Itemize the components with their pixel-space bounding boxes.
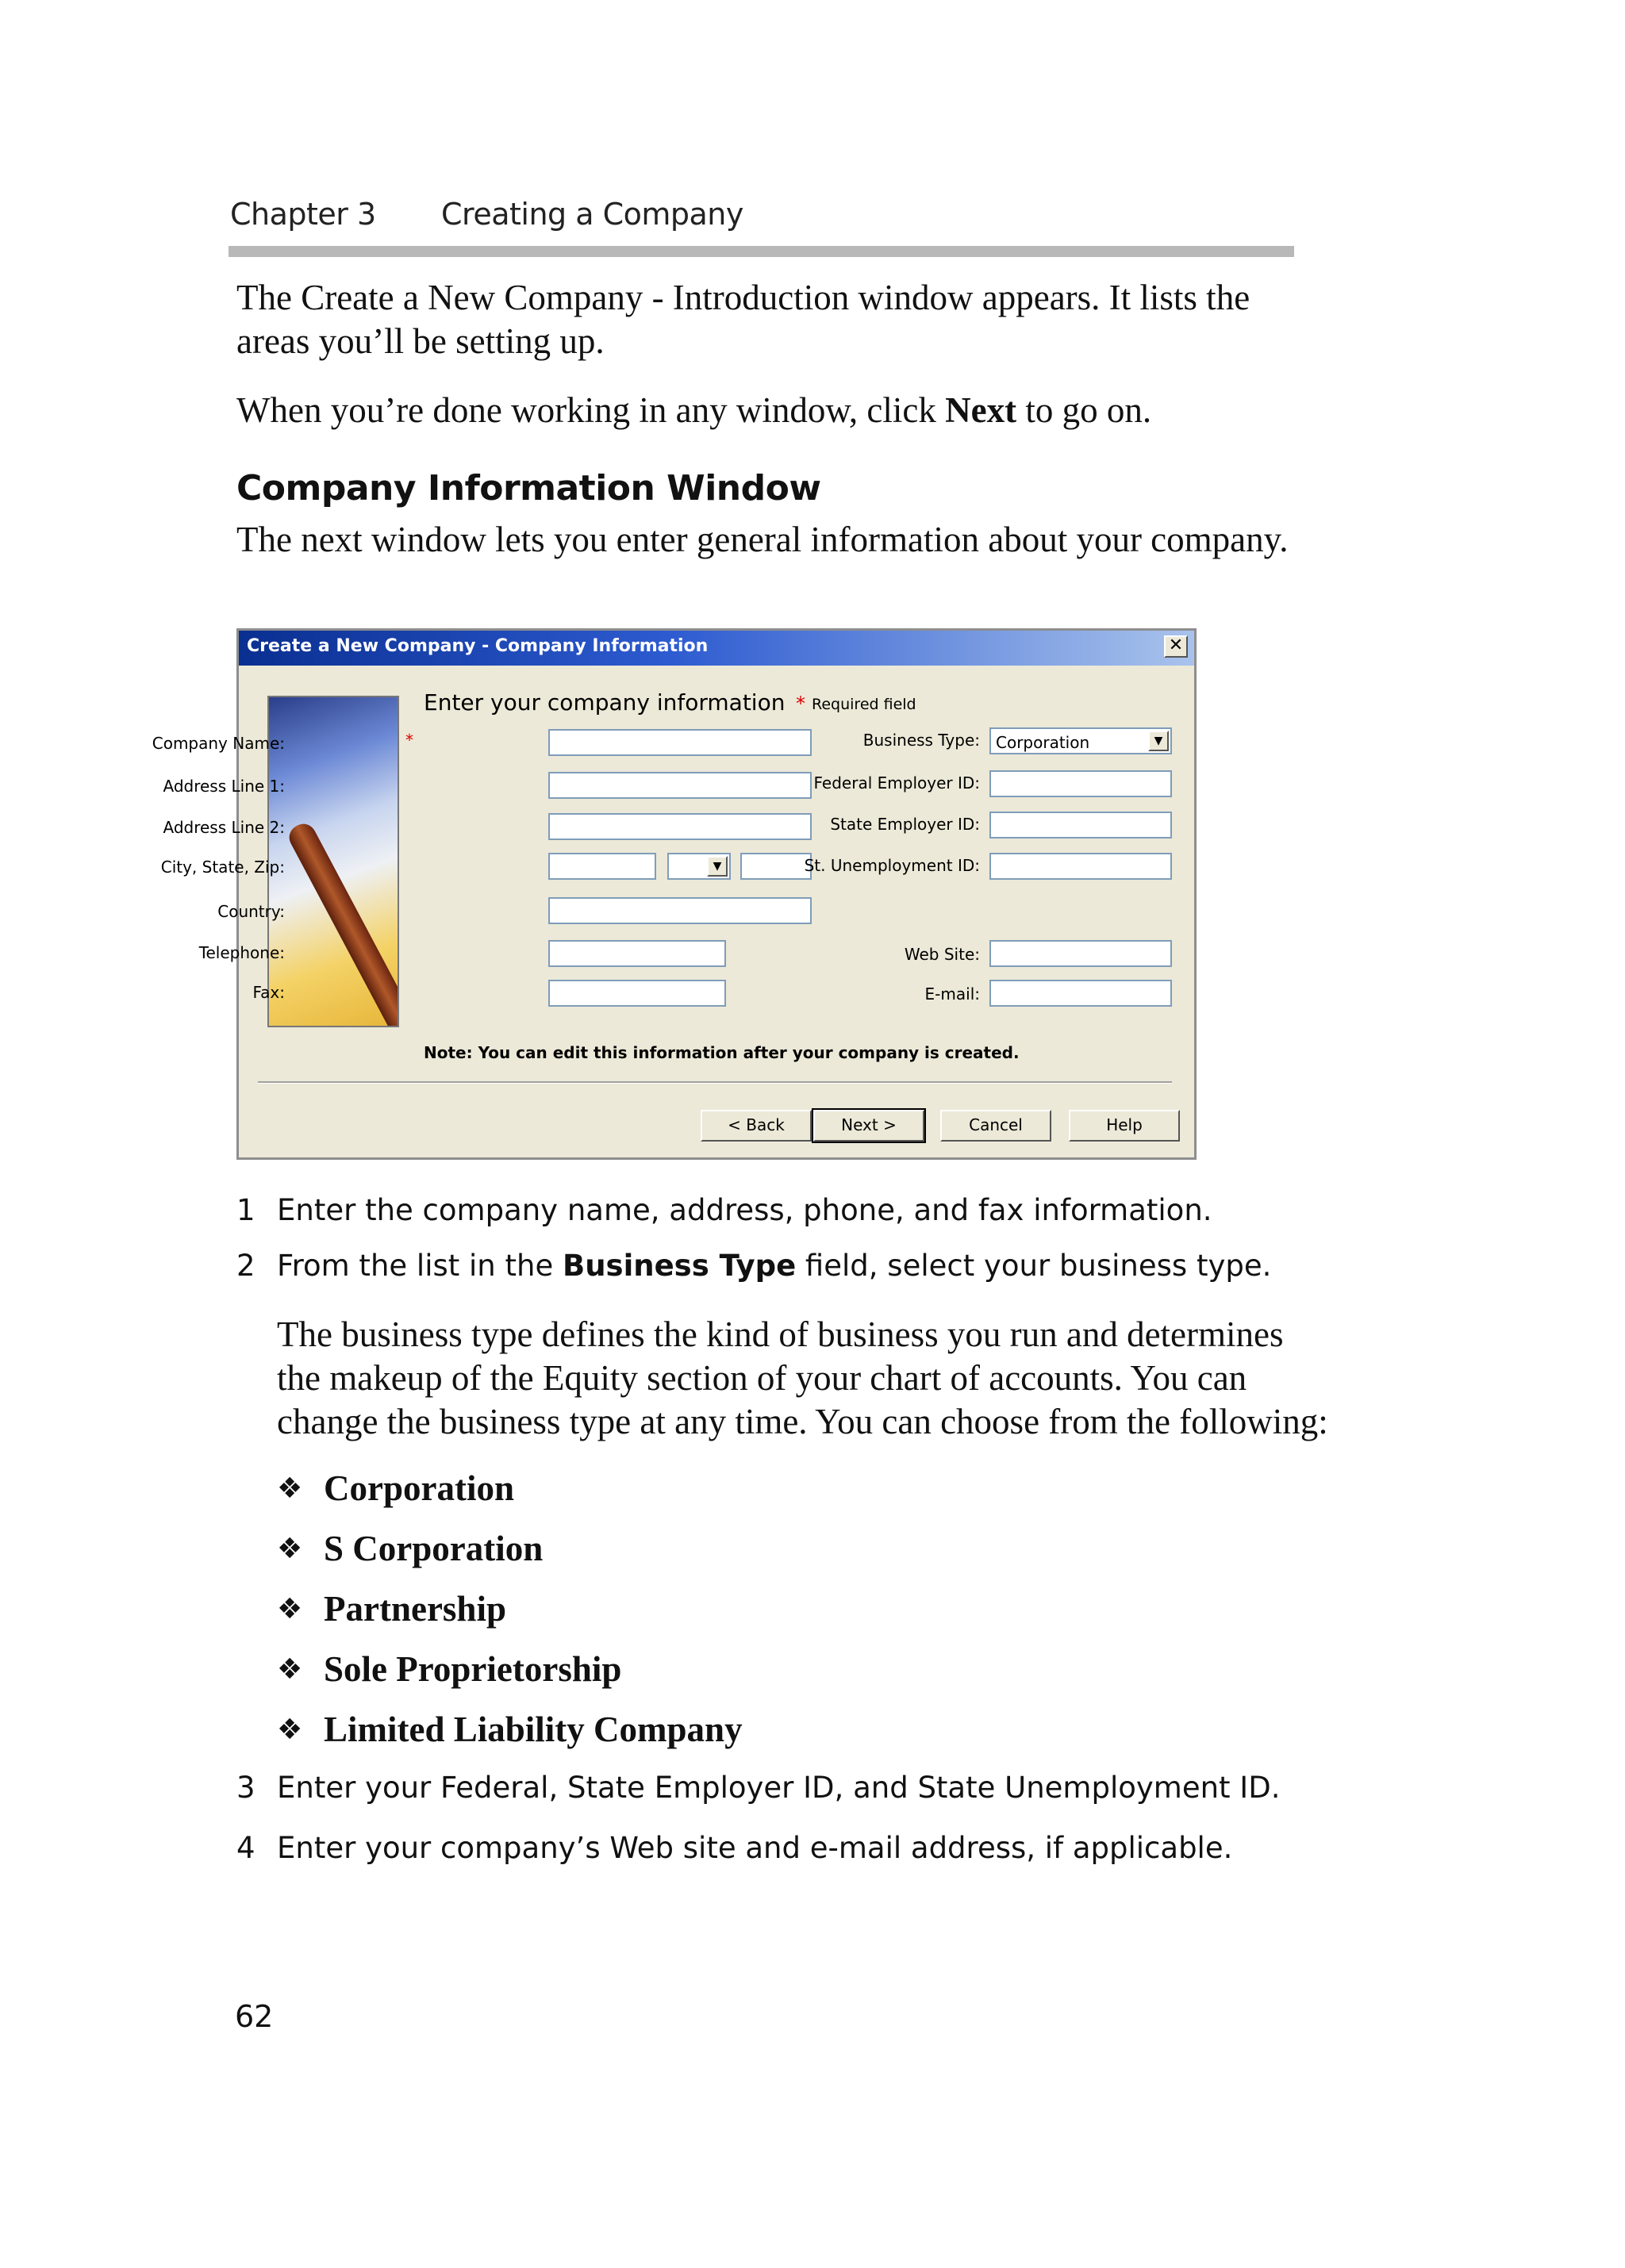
chevron-down-icon: ▼ <box>707 856 728 877</box>
step-1-text: Enter the company name, address, phone, and fax information. <box>277 1193 1212 1227</box>
business-type-option: Sole Proprietorship <box>324 1649 622 1689</box>
country-field[interactable] <box>548 897 812 924</box>
step-text: From the list in the <box>277 1249 563 1283</box>
business-type-paragraph-line: The business type defines the kind of business you run and determines <box>277 1314 1284 1354</box>
pen-on-paper-image <box>267 696 399 1027</box>
next-button[interactable]: Next > <box>813 1110 924 1142</box>
cancel-button[interactable]: Cancel <box>940 1110 1051 1142</box>
business-type-option: S Corporation <box>324 1529 544 1568</box>
state-employer-id-label: State Employer ID: <box>830 815 980 834</box>
business-type-paragraph-line: change the business type at any time. You can choose from the following: <box>277 1402 1328 1441</box>
step-number: 2 <box>236 1249 255 1283</box>
section-lead: The next window lets you enter general information about your company. <box>236 520 1289 559</box>
bullet-icon: ❖ <box>277 1653 303 1686</box>
business-type-paragraph-line: the makeup of the Equity section of your chart of accounts. You can <box>277 1358 1247 1398</box>
business-type-label: Business Type: <box>862 731 980 750</box>
dialog-heading: Enter your company information <box>424 689 786 716</box>
help-button[interactable]: Help <box>1069 1110 1180 1142</box>
telephone-label: Telephone: <box>198 943 285 962</box>
federal-employer-id-field[interactable] <box>989 770 1172 797</box>
company-name-label: Company Name: <box>152 734 285 753</box>
business-type-option: Corporation <box>324 1468 514 1508</box>
pen-graphic <box>285 819 399 1027</box>
fax-label: Fax: <box>252 983 285 1002</box>
intro-text: to go on. <box>1016 390 1152 430</box>
required-star: * <box>796 693 805 715</box>
dialog-note: Note: You can edit this information after your company is created. <box>424 1043 1020 1062</box>
required-star: * <box>405 731 413 750</box>
back-button[interactable]: < Back <box>701 1110 812 1142</box>
section-heading: Company Information Window <box>236 468 821 508</box>
telephone-field[interactable] <box>548 940 726 967</box>
bullet-icon: ❖ <box>277 1472 303 1505</box>
state-employer-id-field[interactable] <box>989 812 1172 839</box>
business-type-dropdown[interactable] <box>989 727 1172 754</box>
intro-line-2: areas you’ll be setting up. <box>236 321 605 361</box>
company-information-dialog <box>152 628 1197 1160</box>
web-site-field[interactable] <box>989 940 1172 967</box>
city-state-zip-label: City, State, Zip: <box>160 858 285 877</box>
chapter-label: Chapter 3 <box>230 197 376 232</box>
next-emphasis: Next <box>945 390 1017 430</box>
page-number: 62 <box>235 1999 274 2034</box>
step-2-text <box>277 1249 1271 1283</box>
state-dropdown[interactable] <box>667 853 731 880</box>
step-number: 1 <box>236 1193 255 1227</box>
required-field-note: Required field <box>812 696 916 713</box>
st-unemployment-id-label: St. Unemployment ID: <box>804 856 980 875</box>
step-3-text: Enter your Federal, State Employer ID, and State Unemployment ID. <box>277 1771 1281 1805</box>
city-field[interactable] <box>548 853 656 880</box>
dialog-separator <box>258 1081 1172 1084</box>
dialog-title: Create a New Company - Company Information <box>247 636 709 656</box>
step-number: 3 <box>236 1771 255 1805</box>
web-site-label: Web Site: <box>904 945 980 964</box>
federal-employer-id-label: Federal Employer ID: <box>813 773 980 792</box>
bullet-icon: ❖ <box>277 1713 303 1746</box>
header-rule <box>229 246 1294 257</box>
step-text: field, select your business type. <box>796 1249 1272 1283</box>
email-label: E-mail: <box>924 984 980 1004</box>
bullet-icon: ❖ <box>277 1593 303 1625</box>
chapter-title: Creating a Company <box>441 197 743 232</box>
step-number: 4 <box>236 1831 255 1865</box>
business-type-value: Corporation <box>996 733 1090 752</box>
dialog-titlebar <box>239 631 1194 666</box>
bullet-icon: ❖ <box>277 1533 303 1565</box>
fax-field[interactable] <box>548 980 726 1007</box>
st-unemployment-id-field[interactable] <box>989 853 1172 880</box>
country-label: Country: <box>217 902 285 921</box>
chevron-down-icon: ▼ <box>1148 731 1169 751</box>
intro-line-1: The Create a New Company - Introduction window appears. It lists the <box>236 278 1250 317</box>
business-type-emphasis: Business Type <box>563 1249 797 1283</box>
business-type-option: Partnership <box>324 1589 506 1629</box>
step-4-text: Enter your company’s Web site and e-mail address, if applicable. <box>277 1831 1233 1865</box>
address-line-2-label: Address Line 2: <box>163 818 285 837</box>
address-line-1-label: Address Line 1: <box>163 777 285 796</box>
intro-paragraph-2 <box>236 389 1151 432</box>
email-field[interactable] <box>989 980 1172 1007</box>
business-type-option: Limited Liability Company <box>324 1710 743 1749</box>
close-icon[interactable]: ✕ <box>1164 635 1188 658</box>
intro-text: When you’re done working in any window, click <box>236 390 946 430</box>
